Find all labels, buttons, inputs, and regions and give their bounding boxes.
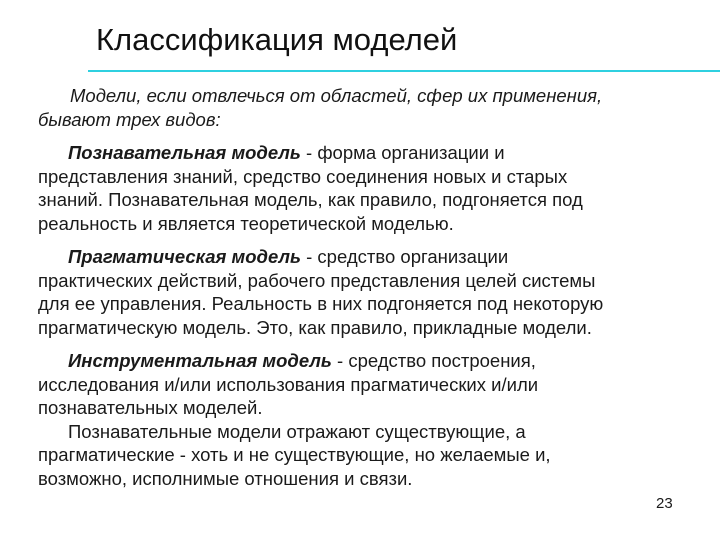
paragraph-text: - форма организации и	[300, 142, 505, 163]
paragraph-line: познавательных моделей.	[38, 397, 263, 418]
paragraph-line: представления знаний, средство соединения новых и старых	[38, 165, 568, 187]
paragraph-line: прагматическую модель. Это, как правило, прикладные модели.	[38, 316, 592, 338]
title-underline	[88, 70, 720, 72]
paragraph-text: - средство организации	[300, 246, 509, 267]
conclusion-line-1: Познавательные модели отражают существующие, а	[68, 420, 526, 442]
intro-paragraph	[38, 84, 688, 131]
conclusion-line-2: прагматические - хоть и не существующие, но желаемые и,	[38, 444, 551, 465]
paragraph-line: реальность и является теоретической моделью.	[38, 212, 454, 234]
pragmatic-model-paragraph	[38, 245, 688, 339]
conclusion-line-3: возможно, исполнимые отношения и связи.	[38, 467, 413, 489]
slide-title: Классификация моделей	[96, 22, 458, 57]
intro-line-2: бывают трех видов:	[38, 108, 221, 130]
slide-body	[38, 84, 688, 490]
slide-number: 23	[656, 495, 673, 512]
paragraph-line: исследования и/или использования прагматических и/или	[38, 373, 539, 395]
cognitive-model-paragraph	[38, 141, 688, 235]
instrumental-model-term: Инструментальная модель	[68, 350, 332, 371]
paragraph-line: для ее управления. Реальность в них подгоняется под некоторую	[38, 293, 604, 314]
cognitive-model-term: Познавательная модель	[68, 142, 301, 163]
paragraph-line	[38, 245, 688, 269]
paragraph-line: знаний. Познавательная модель, как правило, подгоняется под	[38, 189, 583, 210]
paragraph-text: - средство построения,	[331, 350, 536, 371]
pragmatic-model-term: Прагматическая модель	[68, 246, 301, 267]
paragraph-line	[38, 349, 688, 373]
instrumental-model-paragraph	[38, 349, 688, 490]
paragraph-line	[38, 141, 688, 165]
paragraph-line: практических действий, рабочего представления целей системы	[38, 269, 596, 291]
intro-line-1: Модели, если отвлечься от областей, сфер их применения,	[70, 85, 603, 106]
